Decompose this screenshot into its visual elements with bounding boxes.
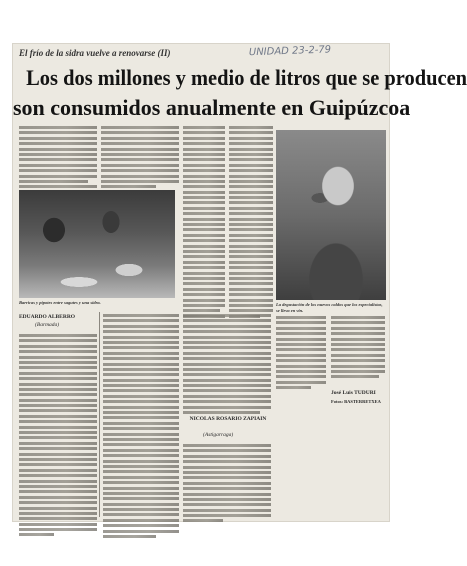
photo1-caption: Barricas y pipotes entre sagutes y una sidra.: [19, 300, 101, 305]
author1-place: (Barmada): [35, 322, 60, 328]
lower-column-4: [276, 316, 326, 391]
headline-line-1: Los dos millones y medio de litros que se producen: [26, 65, 467, 90]
lower-column-3b: [183, 444, 271, 525]
photo2-caption: La degustación de los nuevos caldos que los especialistas, se lleva en vin.: [276, 302, 383, 313]
cider-tasting-photo: [276, 130, 386, 300]
intro-column-2: [101, 126, 179, 191]
author2-name: NICOLAS ROSARIO ZAPIAIN: [189, 416, 267, 422]
author2-place: (Astigarraga): [203, 432, 234, 438]
headline-line-2: son consumidos anualmente en Guipúzcoa: [13, 95, 411, 120]
text-column-4: [229, 126, 273, 320]
cider-cellar-photo: [19, 190, 175, 298]
lower-column-2: [103, 314, 179, 540]
photo-credit-label: Fotos: BASTERRETXEA: [331, 399, 381, 404]
date-stamp: UNIDAD 23-2-79: [248, 44, 332, 59]
photo-credit-name: José Luis TUDURI: [331, 390, 376, 396]
lower-column-1: [19, 334, 97, 539]
lower-column-3: [183, 314, 271, 416]
text-column-3: [183, 126, 225, 320]
newspaper-clipping: [13, 44, 467, 521]
author1-name: EDUARDO ALBERRO: [19, 314, 76, 320]
kicker-headline: El frío de la sidra vuelve a renovarse (II): [19, 48, 171, 58]
lower-column-5: [331, 316, 385, 381]
intro-column-1: [19, 126, 97, 191]
column-divider: [99, 312, 100, 517]
